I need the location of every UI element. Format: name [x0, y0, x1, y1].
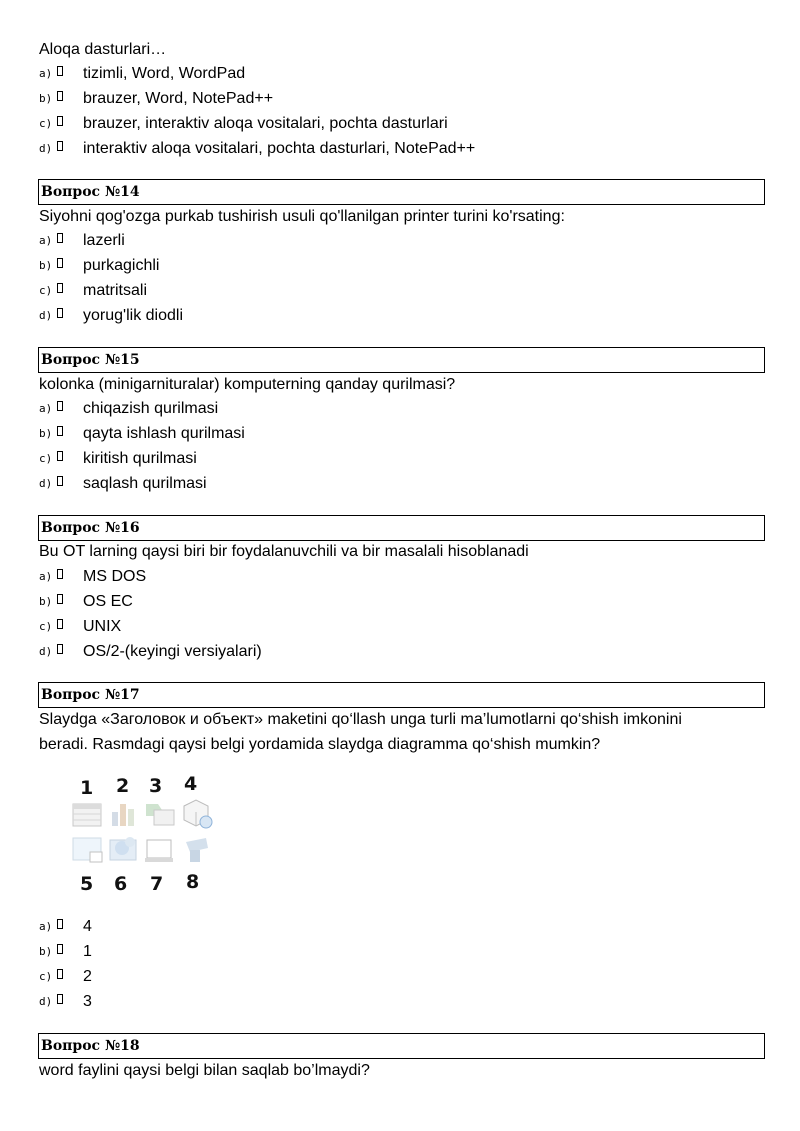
question-17-option-c[interactable] — [39, 964, 759, 989]
option-checkbox[interactable] — [57, 91, 63, 101]
question-15-option-d[interactable] — [39, 471, 759, 496]
option-checkbox[interactable] — [57, 66, 63, 76]
option-text: 1 — [83, 943, 92, 960]
option-text: matritsali — [83, 282, 148, 299]
chart-icon[interactable] — [108, 800, 138, 828]
figure-number-1: 1 — [80, 777, 94, 799]
option-text: interaktiv aloqa vositalari, pochta dasturlari, NotePad++ — [83, 140, 476, 157]
question-15-text: kolonka (minigarnituralar) komputerning qanday qurilmasi? — [39, 376, 456, 393]
option-letter: a) — [39, 402, 53, 415]
figure-number-4: 4 — [184, 773, 198, 795]
option-text: purkagichli — [83, 257, 160, 274]
figure-number-5: 5 — [80, 873, 94, 895]
option-letter: b) — [39, 595, 53, 608]
option-letter: b) — [39, 427, 53, 440]
option-checkbox[interactable] — [57, 569, 63, 579]
movie-icon[interactable] — [180, 834, 212, 866]
option-checkbox[interactable] — [57, 944, 63, 954]
question-16-option-d[interactable] — [39, 639, 759, 664]
question-16-header: Вопрос №16 — [38, 515, 765, 541]
option-text: 4 — [83, 918, 92, 935]
question-13-option-a[interactable] — [39, 61, 759, 86]
table-icon[interactable] — [72, 802, 102, 828]
option-checkbox[interactable] — [57, 233, 63, 243]
question-15-header: Вопрос №15 — [38, 347, 765, 373]
option-text: OS EC — [83, 593, 133, 610]
question-15-option-a[interactable] — [39, 396, 759, 421]
option-letter: c) — [39, 452, 53, 465]
question-16-text: Bu OT larning qaysi biri bir foydalanuvchili va bir masalali hisoblanadi — [39, 543, 529, 560]
question-17-option-d[interactable] — [39, 989, 759, 1014]
question-17-option-b[interactable] — [39, 939, 759, 964]
option-letter: d) — [39, 645, 53, 658]
option-text: qayta ishlash qurilmasi — [83, 425, 245, 442]
question-14-text: Siyohni qog'ozga purkab tushirish usuli qo'llanilgan printer turini ko'rsating: — [39, 208, 565, 225]
media-clip-icon[interactable] — [180, 798, 214, 830]
option-letter: a) — [39, 920, 53, 933]
option-letter: c) — [39, 970, 53, 983]
option-letter: a) — [39, 67, 53, 80]
option-letter: b) — [39, 92, 53, 105]
clip-art-icon[interactable] — [108, 834, 140, 864]
option-text: chiqazish qurilmasi — [83, 400, 219, 417]
option-checkbox[interactable] — [57, 308, 63, 318]
option-letter: a) — [39, 570, 53, 583]
option-checkbox[interactable] — [57, 426, 63, 436]
option-letter: b) — [39, 259, 53, 272]
picture-icon[interactable] — [72, 836, 104, 864]
option-text: saqlash qurilmasi — [83, 475, 207, 492]
option-text: yorug'lik diodli — [83, 307, 183, 324]
figure-number-6: 6 — [114, 873, 128, 895]
option-text: UNIX — [83, 618, 122, 635]
question-14-option-b[interactable] — [39, 253, 759, 278]
option-letter: d) — [39, 995, 53, 1008]
figure-number-3: 3 — [149, 775, 163, 797]
question-14-header: Вопрос №14 — [38, 179, 765, 205]
figure-number-7: 7 — [150, 873, 164, 895]
question-17-text-line-2: beradi. Rasmdagi qaysi belgi yordamida slaydga diagramma qo‘shish mumkin? — [39, 736, 601, 753]
question-18-text: word faylini qaysi belgi bilan saqlab bo’lmaydi? — [39, 1062, 370, 1079]
question-14-option-d[interactable] — [39, 303, 759, 328]
option-checkbox[interactable] — [57, 919, 63, 929]
question-16-option-b[interactable] — [39, 589, 759, 614]
option-checkbox[interactable] — [57, 476, 63, 486]
question-17-option-a[interactable] — [39, 914, 759, 939]
option-text: brauzer, interaktiv aloqa vositalari, pochta dasturlari — [83, 115, 448, 132]
option-letter: d) — [39, 477, 53, 490]
figure-number-8: 8 — [186, 871, 200, 893]
smartart-icon[interactable] — [144, 800, 176, 828]
question-13-text: Aloqa dasturlari… — [39, 41, 167, 58]
question-13-option-d[interactable] — [39, 136, 759, 161]
option-checkbox[interactable] — [57, 969, 63, 979]
option-checkbox[interactable] — [57, 141, 63, 151]
option-letter: c) — [39, 117, 53, 130]
slide-layout-icons-figure — [70, 772, 220, 894]
option-text: MS DOS — [83, 568, 147, 585]
question-14-option-a[interactable] — [39, 228, 759, 253]
question-16-option-a[interactable] — [39, 564, 759, 589]
option-checkbox[interactable] — [57, 994, 63, 1004]
question-17-text-line-1: Slaydga «Заголовок и объект» maketini qo‘llash unga turli ma’lumotlarni qo‘shish imkonini — [39, 711, 682, 728]
option-text: 3 — [83, 993, 92, 1010]
option-letter: d) — [39, 142, 53, 155]
question-17-header: Вопрос №17 — [38, 682, 765, 708]
option-checkbox[interactable] — [57, 594, 63, 604]
option-checkbox[interactable] — [57, 644, 63, 654]
question-13-option-c[interactable] — [39, 111, 759, 136]
option-text: OS/2-(keyingi versiyalari) — [83, 643, 262, 660]
option-checkbox[interactable] — [57, 258, 63, 268]
option-text: lazerli — [83, 232, 125, 249]
question-16-option-c[interactable] — [39, 614, 759, 639]
option-checkbox[interactable] — [57, 619, 63, 629]
option-letter: a) — [39, 234, 53, 247]
option-letter: c) — [39, 620, 53, 633]
insert-object-icon[interactable] — [145, 838, 175, 864]
option-text: kiritish qurilmasi — [83, 450, 197, 467]
question-15-option-b[interactable] — [39, 421, 759, 446]
question-18-header: Вопрос №18 — [38, 1033, 765, 1059]
question-14-option-c[interactable] — [39, 278, 759, 303]
option-checkbox[interactable] — [57, 401, 63, 411]
option-checkbox[interactable] — [57, 116, 63, 126]
question-15-option-c[interactable] — [39, 446, 759, 471]
option-text: 2 — [83, 968, 92, 985]
option-text: tizimli, Word, WordPad — [83, 65, 246, 82]
option-text: brauzer, Word, NotePad++ — [83, 90, 274, 107]
figure-number-2: 2 — [116, 775, 130, 797]
option-checkbox[interactable] — [57, 283, 63, 293]
option-letter: d) — [39, 309, 53, 322]
question-13-option-b[interactable] — [39, 86, 759, 111]
option-letter: c) — [39, 284, 53, 297]
option-checkbox[interactable] — [57, 451, 63, 461]
option-letter: b) — [39, 945, 53, 958]
